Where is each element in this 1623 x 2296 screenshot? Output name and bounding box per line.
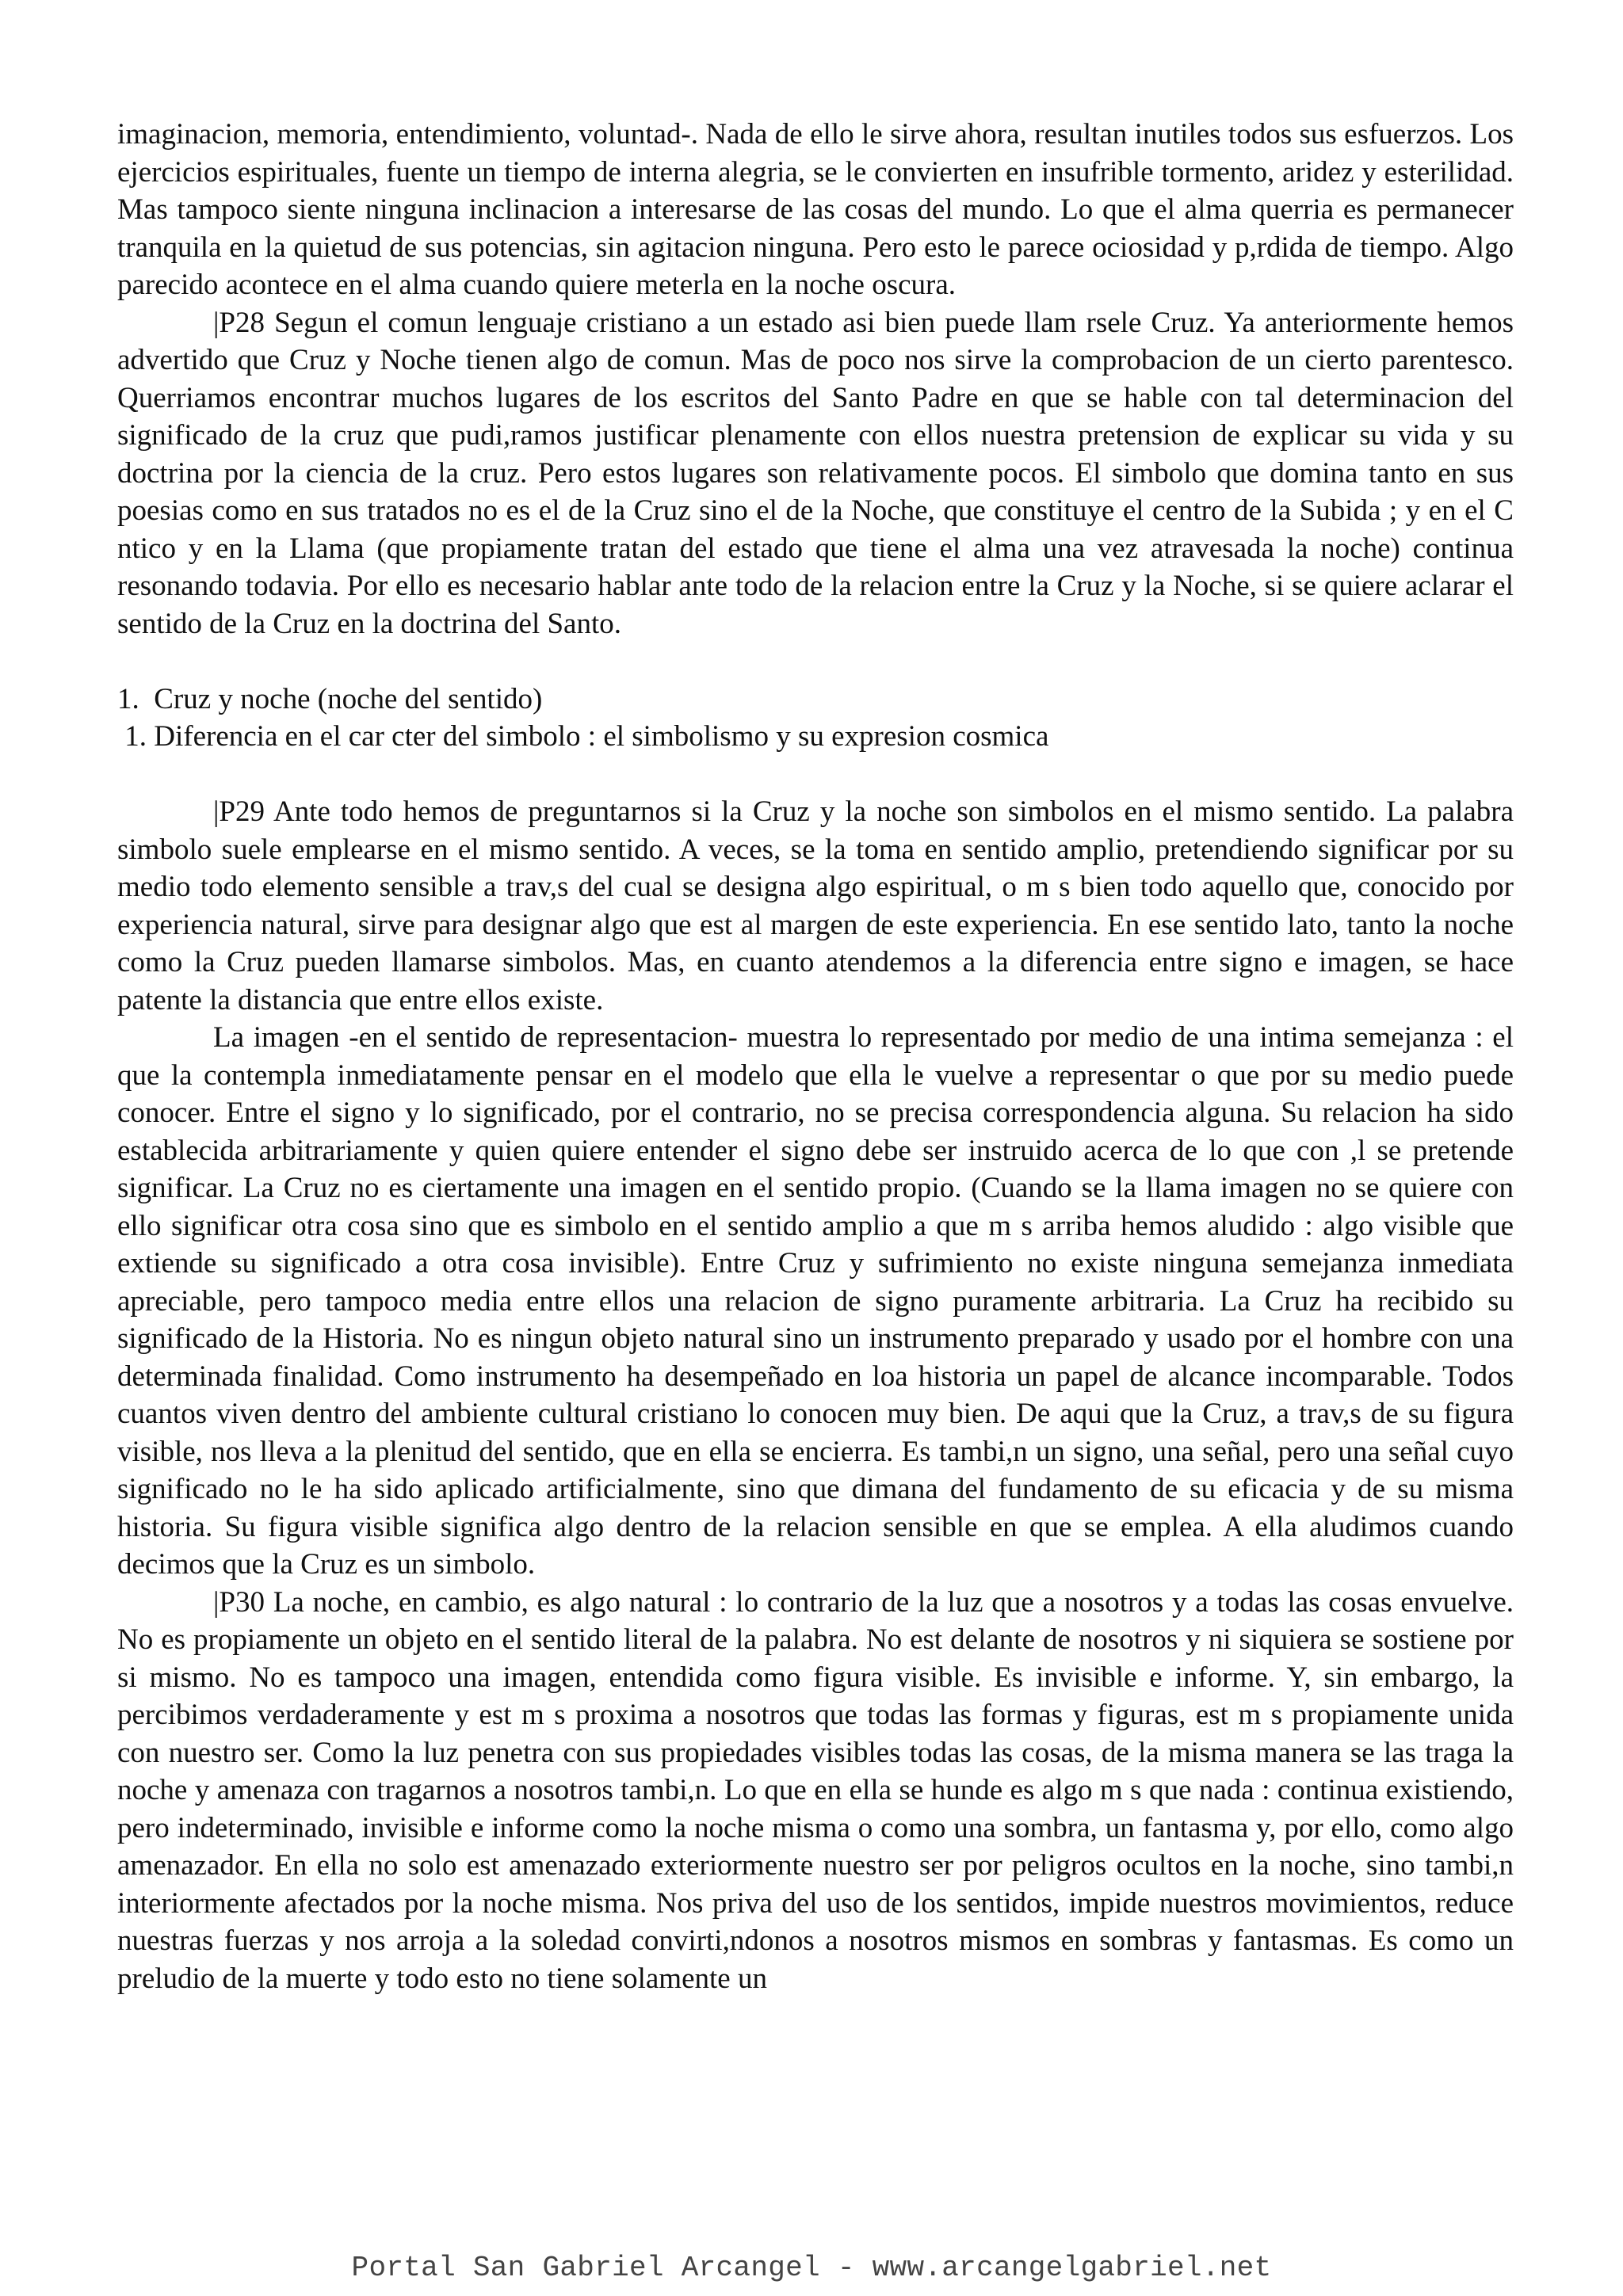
paragraph-p30: |P30 La noche, en cambio, es algo natural : lo contrario de la luz que a nosotros y a todas las cosas envuelve. No es propiamente un objeto en el sentido literal de la palabra. No est delante de nosotros y ni siquiera se sostiene por si mismo. No es tampoco una imagen, entendida como figura visible. Es invisible e informe. Y, sin embargo, la percibimos verdaderamente y est m s proxima a nosotros que todas las formas y figuras, est m s propiamente unida con nuestro ser. Como la luz penetra con sus propiedades visibles todas las cosas, de la misma manera se las traga la noche y amenaza con tragarnos a nosotros tambi,n. Lo que en ella se hunde es algo m s que nada : continua existiendo, pero indeterminado, invisible e informe como la noche misma o como una sombra, un fantasma y, por ello, como algo amenazador. En ella no solo est amenazado exteriormente nuestro ser por peligros ocultos en la noche, sino tambi,n interiormente afectados por la noche misma. Nos priva del uso de los sentidos, impide nuestros movimientos, reduce nuestras fuerzas y nos arroja a la soledad convirti,ndonos a nosotros mismos en sombras y fantasmas. Es como un preludio de la muerte y todo esto no tiene solamente un (117, 1585, 1514, 1995)
paragraph-spacer (117, 756, 1514, 794)
paragraph-imagen: La imagen -en el sentido de representacion- muestra lo representado por medio de una intima semejanza : el que la contempla inmediatamente pensar en el modelo que ella le vuelve a representar o que por su medio puede conocer. Entre el signo y lo significado, por el contrario, no se precisa correspondencia alguna. Su relacion ha sido establecida arbitrariamente y quien quiere entender el signo debe ser instruido acerca de lo que con ,l se pretende significar. La Cruz no es ciertamente una imagen en el sentido propio. (Cuando se la llama imagen no se quiere con ello significar otra cosa sino que es simbolo en el sentido amplio a que m s arriba hemos aludido : algo visible que extiende su significado a otra cosa invisible). Entre Cruz y sufrimiento no existe ninguna semejanza inmediata apreciable, pero tampoco media entre ellos una relacion de signo puramente arbitraria. La Cruz ha recibido su significado de la Historia. No es ningun objeto natural sino un instrumento preparado y usado por el hombre con una determinada finalidad. Como instrumento ha desempeñado en loa historia un papel de alcance incomparable. Todos cuantos viven dentro del ambiente cultural cristiano lo conocen muy bien. De aqui que la Cruz, a trav,s de su figura visible, nos lleva a la plenitud del sentido, que en ella se encierra. Es tambi,n un signo, una señal, pero una señal cuyo significado no le ha sido aplicado artificialmente, sino que dimana del fundamento de su eficacia y de su misma historia. Su figura visible significa algo dentro de la relacion sensible en que se emplea. A ella aludimos cuando decimos que la Cruz es un simbolo. (117, 1021, 1514, 1581)
section-heading: 1. Cruz y noche (noche del sentido) (117, 682, 543, 715)
paragraph-p29: |P29 Ante todo hemos de preguntarnos si la Cruz y la noche son simbolos en el mismo sentido. La palabra simbolo suele emplearse en el mismo sentido. A veces, se la toma en sentido amplio, pretendiendo significar por su medio todo elemento sensible a trav,s del cual se designa algo espiritual, o m s bien todo aquello que, conocido por experiencia natural, sirve para designar algo que est al margen de este experiencia. En ese sentido lato, tanto la noche como la Cruz pueden llamarse simbolos. Mas, en cuanto atendemos a la diferencia entre signo e imagen, se hace patente la distancia que entre ellos existe. (117, 795, 1514, 1016)
document-body (117, 116, 1514, 1997)
subsection-heading: 1. Diferencia en el car cter del simbolo : el simbolismo y su expresion cosmica (117, 720, 1049, 753)
paragraph-p28: |P28 Segun el comun lenguaje cristiano a un estado asi bien puede llam rsele Cruz. Ya anteriormente hemos advertido que Cruz y Noche tienen algo de comun. Mas de poco nos sirve la comprobacion de un cierto parentesco. Querriamos encontrar muchos lugares de los escritos del Santo Padre en que se hable con tal determinacion del significado de la cruz que pudi,ramos justificar plenamente con ellos nuestra pretension de explicar su vida y su doctrina por la ciencia de la cruz. Pero estos lugares son relativamente pocos. El simbolo que domina tanto en sus poesias como en sus tratados no es el de la Cruz sino el de la Noche, que constituye el centro de la Subida ; y en el C ntico y en la Llama (que propiamente tratan del estado que tiene el alma una vez atravesada la noche) continua resonando todavia. Por ello es necesario hablar ante todo de la relacion entre la Cruz y la Noche, si se quiere aclarar el sentido de la Cruz en la doctrina del Santo. (117, 306, 1514, 640)
paragraph-spacer (117, 643, 1514, 681)
page-footer: Portal San Gabriel Arcangel - www.arcangelgabriel.net (351, 2252, 1272, 2284)
paragraph-intro: imaginacion, memoria, entendimiento, voluntad-. Nada de ello le sirve ahora, resultan inutiles todos sus esfuerzos. Los ejercicios espirituales, fuente un tiempo de interna alegria, se le convierten en insufrible tormento, aridez y esterilidad. Mas tampoco siente ninguna inclinacion a interesarse de las cosas del mundo. Lo que el alma querria es permanecer tranquila en la quietud de sus potencias, sin agitacion ninguna. Pero esto le parece ociosidad y p,rdida de tiempo. Algo parecido acontece en el alma cuando quiere meterla en la noche oscura. (117, 118, 1514, 301)
